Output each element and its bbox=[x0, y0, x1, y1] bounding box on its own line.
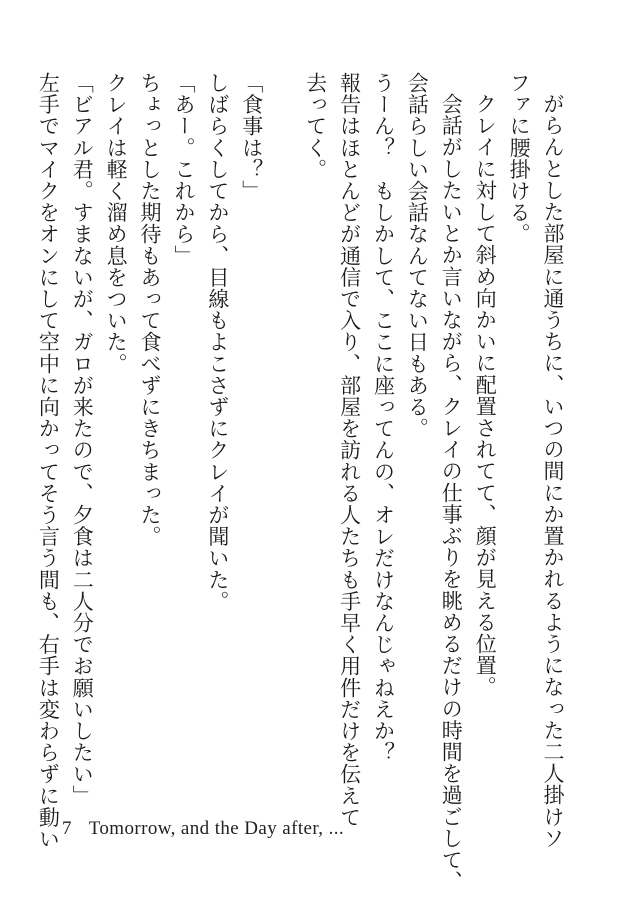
text-line: うーん？ もしかして、ここに座ってんの、オレだけなんじゃねえか？ bbox=[371, 72, 396, 764]
text-line: ちょっとした期待もあって食べずにきちまった。 bbox=[138, 72, 163, 548]
text-line: ファに腰掛ける。 bbox=[507, 72, 532, 245]
text-line: 左手でマイクをオンにして空中に向かってそう言う間も、右手は変わらずに動い bbox=[36, 72, 61, 850]
page-number: 7 bbox=[62, 818, 72, 839]
text-line: 報告はほとんどが通信で入り、部屋を訪れる人たちも手早く用件だけを伝えて bbox=[337, 72, 362, 828]
text-line: クレイは軽く溜め息をついた。 bbox=[104, 72, 129, 375]
text-line: しばらくしてから、目線もよこさずにクレイが聞いた。 bbox=[205, 72, 230, 612]
text-line: 「ビアル君。すまないが、ガロが来たので、夕食は二人分でお願いしたい」 bbox=[70, 72, 95, 807]
text-line: クレイに対して斜め向かいに配置されてて、顔が見える位置。 bbox=[473, 93, 498, 698]
text-line: 会話がしたいとか言いながら、クレイの仕事ぶりを眺めるだけの時間を過ごして、 bbox=[439, 93, 464, 893]
text-line: 「食事は？」 bbox=[239, 72, 264, 202]
text-line: がらんとした部屋に通うちに、いつの間にか置かれるようになった二人掛けソ bbox=[541, 93, 565, 849]
running-title: Tomorrow, and the Day after, ... bbox=[88, 818, 345, 839]
page-footer bbox=[62, 818, 344, 840]
text-line: 去ってく。 bbox=[303, 72, 328, 180]
paragraph-break bbox=[268, 72, 298, 812]
text-line: 会話らしい会話なんてない日もある。 bbox=[405, 72, 430, 440]
text-line: 「あー。これから」 bbox=[171, 72, 196, 267]
